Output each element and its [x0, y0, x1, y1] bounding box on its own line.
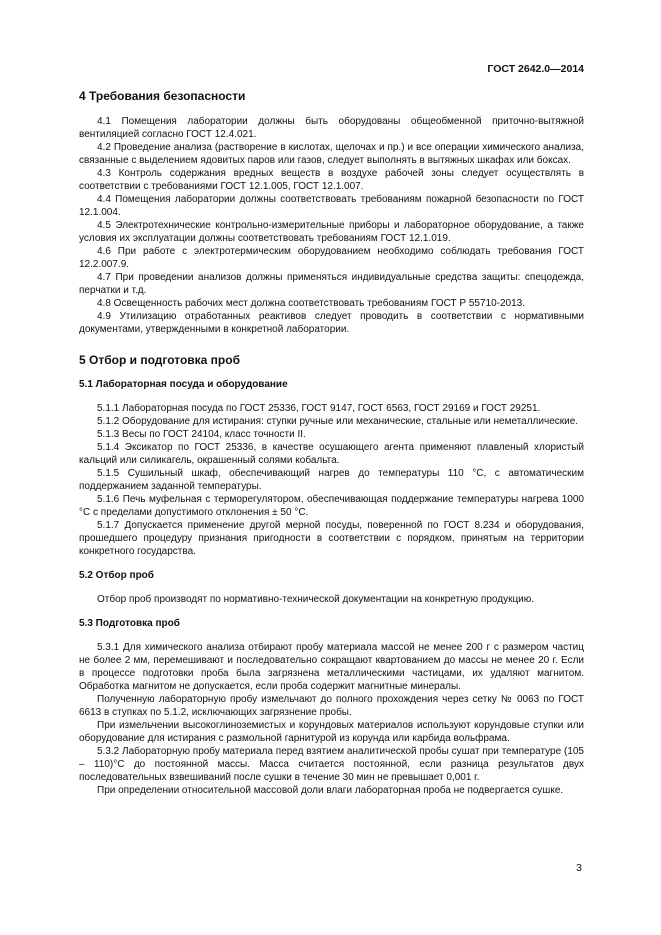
paragraph-5-1-1: 5.1.1 Лабораторная посуда по ГОСТ 25336, ГОСТ 9147, ГОСТ 6563, ГОСТ 29169 и ГОСТ 29251. [97, 403, 541, 414]
subsection-5-3-body [79, 641, 584, 797]
paragraph-5-2: Отбор проб производят по нормативно-технической документации на конкретную продукцию. [97, 594, 535, 605]
paragraph-4-5: 4.5 Электротехнические контрольно-измерительные приборы и лабораторное оборудование, а также условия их эксплуатации должны соответствовать требованиям ГОСТ 12.1.019. [79, 220, 584, 244]
paragraph-5-3-1-b: Полученную лабораторную пробу измельчают до полного прохождения через сетку № 0063 по ГОСТ 6613 в ступках по 5.1.2, исключающих загрязнение пробы. [79, 694, 584, 718]
paragraph-5-1-4: 5.1.4 Эксикатор по ГОСТ 25336, в качестве осушающего агента применяют плавленый хлористый кальций или силикагель, окрашенный солями кобальта. [79, 442, 584, 466]
paragraph-4-7: 4.7 При проведении анализов должны применяться индивидуальные средства защиты: спецодежда, перчатки и т.д. [79, 272, 584, 296]
paragraph-5-3-1: 5.3.1 Для химического анализа отбирают пробу материала массой не менее 200 г с размером частиц не более 2 мм, перемешивают и последовательно сокращают квартованием до массы не менее 20 г. Если в процессе подготовки проба была загрязнена металлическими частицами, их удаляют магнитом. Обработка магнитом не допускается, если проба содержит магнитные минералы. [79, 642, 584, 692]
document-header: ГОСТ 2642.0—2014 [487, 63, 584, 75]
paragraph-5-1-5: 5.1.5 Сушильный шкаф, обеспечивающий нагрев до температуры 110 °С, с автоматическим поддержанием заданной температуры. [79, 468, 584, 492]
paragraph-5-3-2: 5.3.2 Лабораторную пробу материала перед взятием аналитической пробы сушат при температуре (105 – 110)°С до постоянной массы. Масса считается постоянной, если разница результатов двух последовательных взвешиваний после сушки в течение 30 мин не превышает 0,001 г. [79, 746, 584, 783]
subsection-5-1-body [79, 402, 584, 558]
paragraph-5-3-2-b: При определении относительной массовой доли влаги лабораторная проба не подвергается сушке. [97, 785, 564, 796]
paragraph-5-1-3: 5.1.3 Весы по ГОСТ 24104, класс точности II. [97, 429, 306, 440]
subsection-5-3-title: 5.3 Подготовка проб [79, 618, 180, 629]
subsection-5-2-body [79, 593, 584, 606]
paragraph-5-3-1-c: При измельчении высокоглиноземистых и корундовых материалов используют корундовые ступки или оборудование для истирания с размольной гарнитурой из корунда или карбида вольфрама. [79, 720, 584, 744]
paragraph-4-3: 4.3 Контроль содержания вредных веществ в воздухе рабочей зоны следует осуществлять в соответствии с требованиями ГОСТ 12.1.005, ГОСТ 12.1.007. [79, 168, 584, 192]
paragraph-4-8: 4.8 Освещенность рабочих мест должна соответствовать требованиям ГОСТ Р 55710-2013. [97, 298, 525, 309]
paragraph-5-1-6: 5.1.6 Печь муфельная с терморегулятором, обеспечивающая поддержание температуры нагрева 1000 °С с пределами допустимого отклонения ± 50 °С. [79, 494, 584, 518]
paragraph-5-1-2: 5.1.2 Оборудование для истирания: ступки ручные или механические, стальные или неметаллические. [97, 416, 579, 427]
section-4-body [79, 115, 584, 336]
paragraph-5-1-7: 5.1.7 Допускается применение другой мерной посуды, поверенной по ГОСТ 8.234 и оборудования, прошедшего процедуру признания пригодности в соответствии с порядком, принятым на территории конкретного государства. [79, 520, 584, 557]
section-5-title: 5 Отбор и подготовка проб [79, 353, 241, 367]
paragraph-4-2: 4.2 Проведение анализа (растворение в кислотах, щелочах и пр.) и все операции химического анализа, связанные с выделением ядовитых паров или газов, следует выполнять в вытяжных шкафах или боксах. [79, 142, 584, 166]
section-4-title: 4 Требования безопасности [79, 89, 246, 103]
paragraph-4-9: 4.9 Утилизацию отработанных реактивов следует проводить в соответствии с нормативными документами, утвержденными в конкретной лаборатории. [79, 311, 584, 335]
paragraph-4-6: 4.6 При работе с электротермическим оборудованием необходимо соблюдать требования ГОСТ 12.2.007.9. [79, 246, 584, 270]
subsection-5-1-title: 5.1 Лабораторная посуда и оборудование [79, 379, 288, 390]
page-number: 3 [576, 862, 582, 874]
paragraph-4-1: 4.1 Помещения лаборатории должны быть оборудованы общеобменной приточно-вытяжной вентиляцией согласно ГОСТ 12.4.021. [79, 116, 584, 140]
subsection-5-2-title: 5.2 Отбор проб [79, 570, 154, 581]
paragraph-4-4: 4.4 Помещения лаборатории должны соответствовать требованиям пожарной безопасности по ГОСТ 12.1.004. [79, 194, 584, 218]
document-body [79, 88, 584, 797]
